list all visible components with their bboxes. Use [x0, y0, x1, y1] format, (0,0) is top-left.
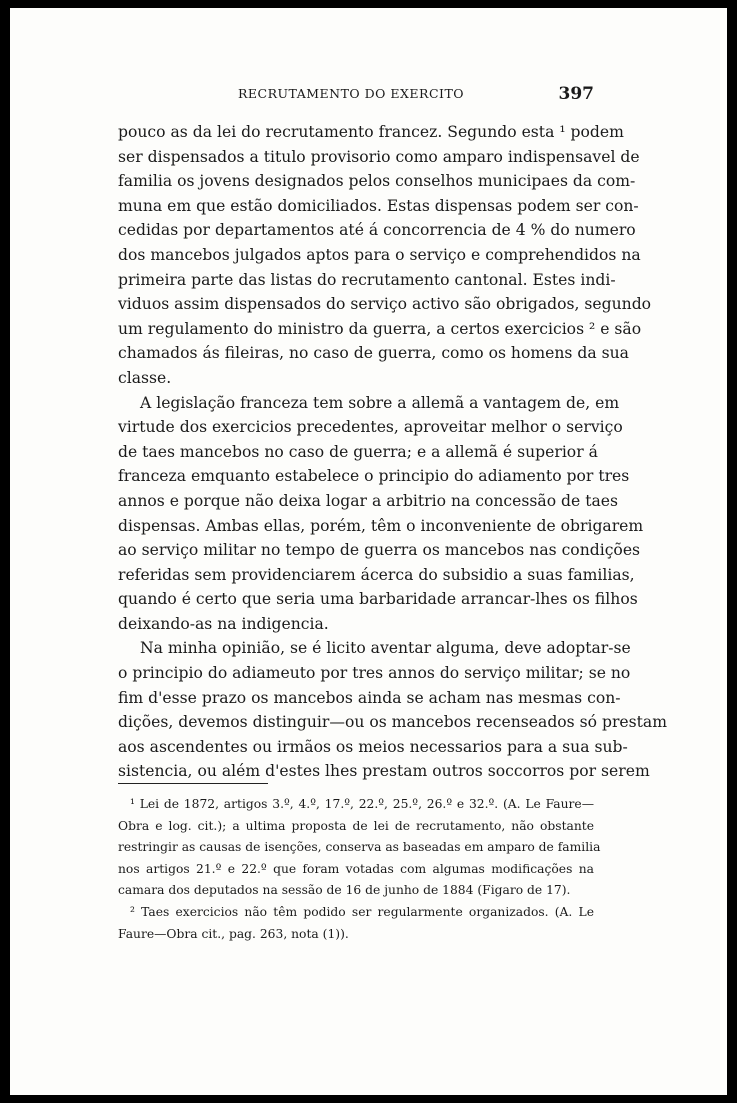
text-line: de taes mancebos no caso de guerra; e a allemã é superior á: [118, 442, 598, 461]
text-line: virtude dos exercicios precedentes, aproveitar melhor o serviço: [118, 418, 623, 437]
text-line: deixando-as na indigencia.: [118, 614, 329, 633]
text-line: viduos assim dispensados do serviço activo são obrigados, segundo: [118, 295, 652, 314]
book-page: [10, 8, 727, 1095]
text-line: referidas sem providenciarem ácerca do subsidio a suas familias,: [118, 565, 635, 584]
text-line: quando é certo que seria uma barbaridade arrancar-lhes os filhos: [118, 590, 638, 609]
text-line: dispensas. Ambas ellas, porém, têm o inconveniente de obrigarem: [118, 516, 644, 535]
text-line: annos e porque não deixa logar a arbitrio na concessão de taes: [118, 491, 619, 510]
text-line: o principio do adiameuto por tres annos do serviço militar; se no: [118, 664, 631, 683]
page-header: [118, 86, 594, 106]
footnote-line: restringir as causas de isenções, conserva as baseadas em amparo de familia: [118, 840, 601, 855]
text-line: A legislação franceza tem sobre a allemã a vantagem de, em: [140, 393, 620, 412]
footnote-rule: [118, 783, 268, 784]
text-line: Na minha opinião, se é licito aventar alguma, deve adoptar-se: [140, 639, 631, 658]
text-line: fim d'esse prazo os mancebos ainda se acham nas mesmas con-: [118, 688, 621, 707]
text-line: ao serviço militar no tempo de guerra os mancebos nas condições: [118, 541, 641, 560]
paragraph-3: [118, 636, 668, 784]
text-line: dições, devemos distinguir—ou os mancebos recenseados só prestam: [118, 713, 668, 732]
paragraph-2: [118, 391, 644, 637]
page-number: 397: [558, 84, 594, 104]
paragraph-1: [118, 120, 652, 391]
footnote-line: Obra e log. cit.); a ultima proposta de lei de recrutamento, não obstante: [118, 818, 594, 833]
footnote-line: nos artigos 21.º e 22.º que foram votadas com algumas modificações na: [118, 861, 594, 876]
text-line: cedidas por departamentos até á concorrencia de 4 % do numero: [118, 221, 636, 240]
text-line: chamados ás fileiras, no caso de guerra, como os homens da sua: [118, 344, 629, 363]
footnote-line: ¹ Lei de 1872, artigos 3.º, 4.º, 17.º, 22.º, 25.º, 26.º e 32.º. (A. Le Faure—: [130, 797, 594, 811]
text-line: sistencia, ou além d'estes lhes prestam outros soccorros por serem: [118, 762, 650, 781]
text-line: dos mancebos julgados aptos para o serviço e comprehendidos na: [118, 245, 641, 264]
footnote-1: [118, 794, 601, 902]
body-text: [118, 120, 668, 784]
text-line: ser dispensados a titulo provisorio como amparo indispensavel de: [118, 147, 640, 166]
footnote-line: camara dos deputados na sessão de 16 de junho de 1884 (Figaro de 17).: [118, 883, 571, 898]
text-line: franceza emquanto estabelece o principio do adiamento por tres: [118, 467, 630, 486]
text-line: muna em que estão domiciliados. Estas dispensas podem ser con-: [118, 196, 639, 215]
footnotes: [118, 794, 601, 945]
text-line: familia os jovens designados pelos conselhos municipaes da com-: [118, 172, 636, 191]
text-line: pouco as da lei do recrutamento francez. Segundo esta ¹ podem: [118, 123, 624, 141]
text-line: um regulamento do ministro da guerra, a certos exercicios ² e são: [118, 319, 642, 338]
running-title: RECRUTAMENTO DO EXERCITO: [238, 86, 465, 101]
text-line: aos ascendentes ou irmãos os meios necessarios para a sua sub-: [118, 737, 628, 756]
footnote-2: [118, 902, 594, 945]
text-line: classe.: [118, 368, 172, 387]
text-line: primeira parte das listas do recrutamento cantonal. Estes indi-: [118, 270, 616, 289]
footnote-line: Faure—Obra cit., pag. 263, nota (1)).: [118, 926, 349, 941]
footnote-line: ² Taes exercicios não têm podido ser regularmente organizados. (A. Le: [130, 904, 594, 919]
